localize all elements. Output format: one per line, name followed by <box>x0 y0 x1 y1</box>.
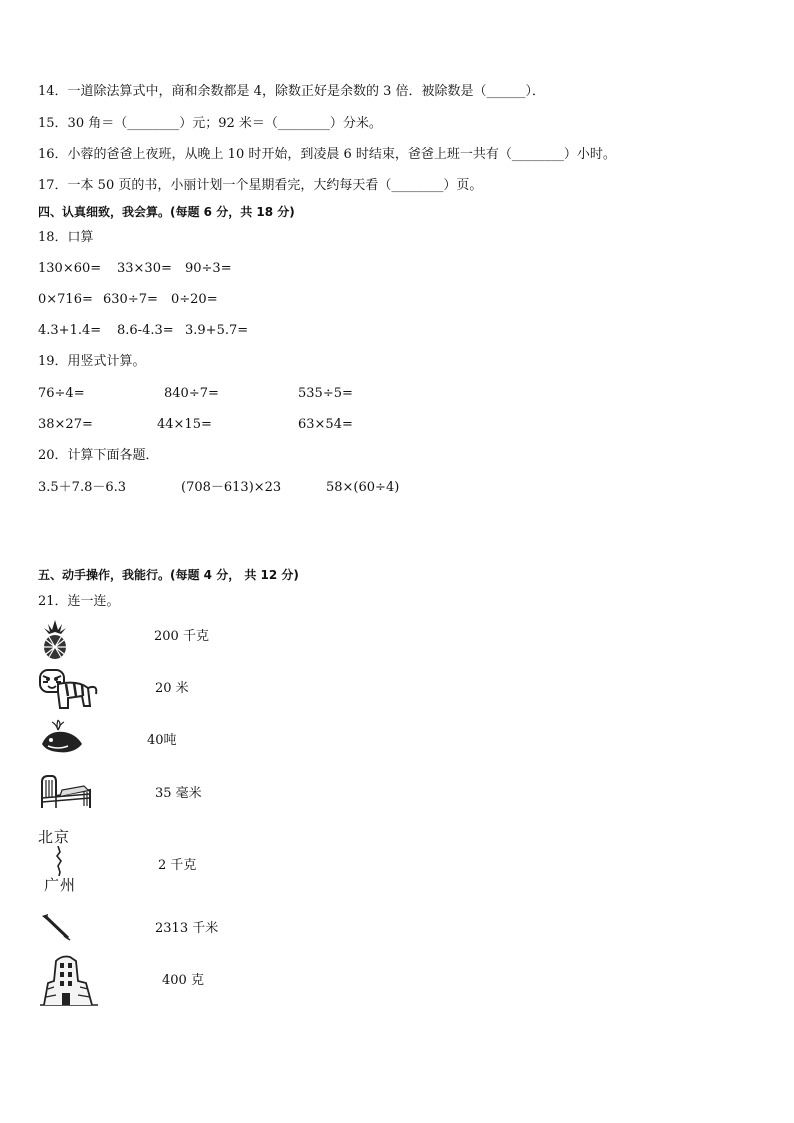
question-20-title: 20．计算下面各题． <box>38 448 159 463</box>
unit-2313-km: 2313 千米 <box>155 921 219 936</box>
tiger-icon <box>38 666 100 716</box>
unit-40-ton: 40吨 <box>147 733 177 748</box>
calc-item: 44×15= <box>157 417 212 432</box>
calc-item: 130×60= <box>38 261 102 276</box>
unit-2-kg: 2 千克 <box>158 858 197 873</box>
calc-item: 58×(60÷4) <box>326 480 400 495</box>
calc-item: 0÷20= <box>171 292 218 307</box>
unit-400-g: 400 克 <box>162 973 204 988</box>
unit-200-kg: 200 千克 <box>154 629 209 644</box>
section-4-heading: 四、认真细致，我会算。(每题 6 分，共 18 分) <box>38 205 295 219</box>
map-label-beijing: 北京 <box>38 828 71 846</box>
question-15: 15．30 角＝（________）元；92 米＝（________）分米。 <box>38 116 382 131</box>
calc-item: 3.5＋7.8－6.3 <box>38 480 127 495</box>
calc-item: 840÷7= <box>164 386 219 401</box>
calc-item: 0×716= <box>38 292 93 307</box>
calc-item: 535÷5= <box>298 386 353 401</box>
bed-icon <box>38 768 94 816</box>
calc-item: 76÷4= <box>38 386 85 401</box>
whale-icon <box>38 718 86 762</box>
building-icon <box>38 953 100 1011</box>
calc-item: 63×54= <box>298 417 353 432</box>
map-route-icon <box>38 828 78 894</box>
calc-item: 8.6-4.3= <box>117 323 174 338</box>
question-17: 17．一本 50 页的书，小丽计划一个星期看完，大约每天看（________）页。 <box>38 178 483 193</box>
calc-item: 90÷3= <box>185 261 232 276</box>
question-14: 14．一道除法算式中，商和余数都是 4，除数正好是余数的 3 倍．被除数是（______）． <box>38 84 545 99</box>
pineapple-icon <box>38 618 72 664</box>
question-19-title: 19．用竖式计算。 <box>38 354 146 369</box>
calc-item: (708－613)×23 <box>181 480 282 495</box>
calc-item: 4.3+1.4= <box>38 323 102 338</box>
question-21-title: 21．连一连。 <box>38 594 120 609</box>
calc-item: 38×27= <box>38 417 93 432</box>
unit-35-mm: 35 毫米 <box>155 786 202 801</box>
section-5-heading: 五、动手操作，我能行。(每题 4 分， 共 12 分) <box>38 568 299 582</box>
nail-icon <box>38 912 72 946</box>
unit-20-m: 20 米 <box>155 681 189 696</box>
question-18-title: 18．口算 <box>38 230 94 245</box>
question-16: 16．小蓉的爸爸上夜班，从晚上 10 时开始，到凌晨 6 时结束，爸爸上班一共有（________）小时。 <box>38 147 616 162</box>
map-label-guangzhou: 广州 <box>44 876 77 894</box>
calc-item: 3.9+5.7= <box>185 323 249 338</box>
calc-item: 33×30= <box>117 261 172 276</box>
calc-item: 630÷7= <box>103 292 158 307</box>
